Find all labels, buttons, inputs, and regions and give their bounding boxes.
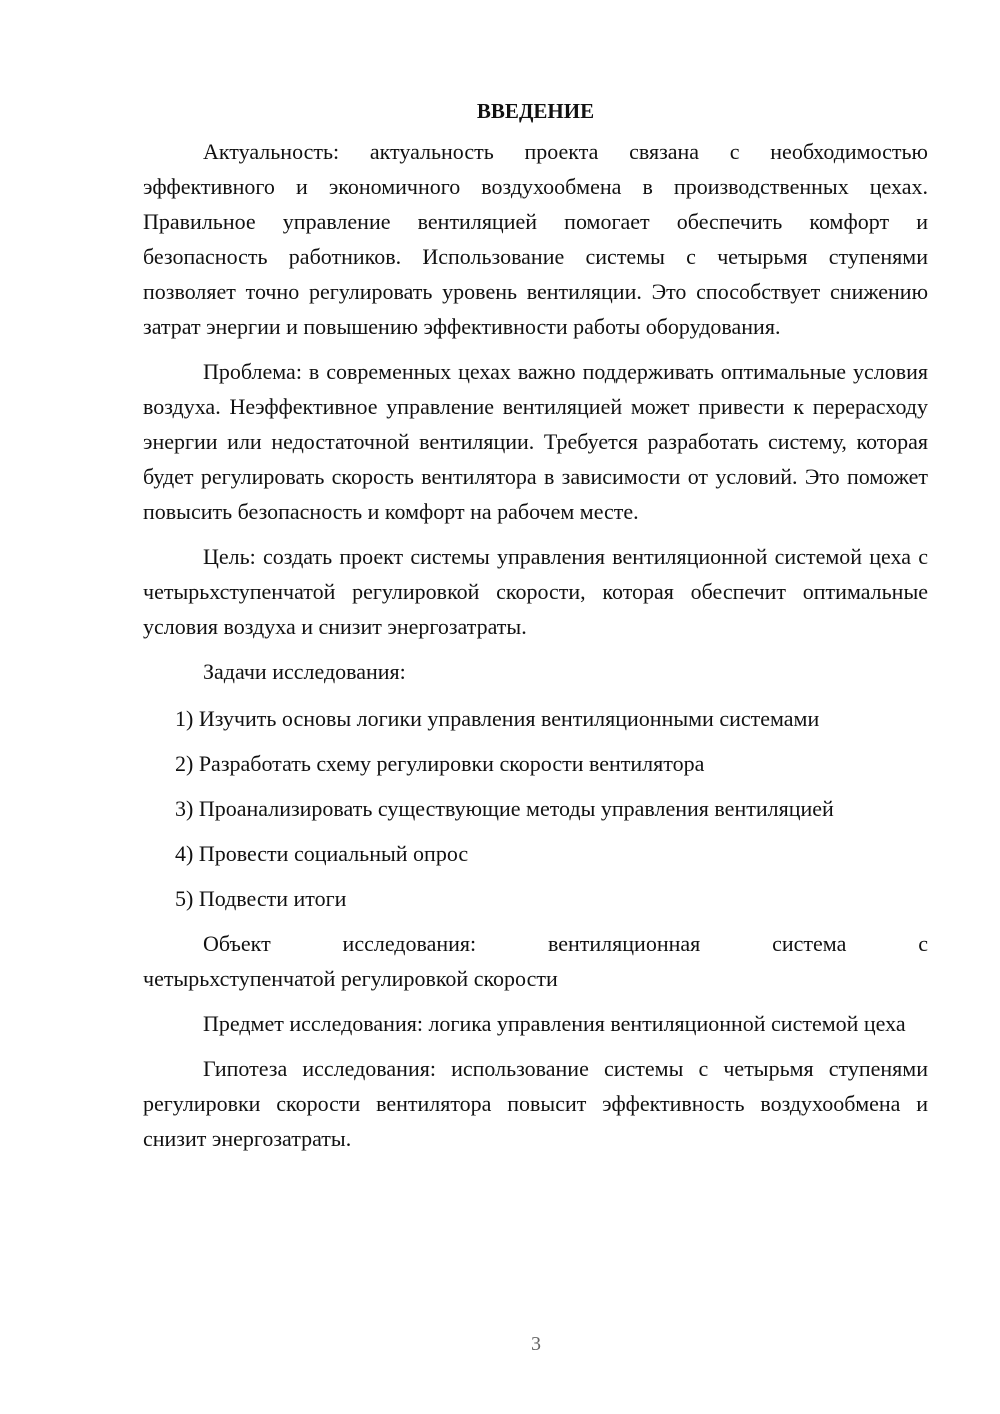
list-item: 5) Подвести итоги bbox=[175, 886, 347, 911]
goal-paragraph: Цель: создать проект системы управления вентиляционной системой цеха с четырьхступенчатой регулировкой скорости, которая обеспечит оптимальные условия воздуха и снизит энергозатраты. bbox=[143, 544, 928, 639]
list-item: 1) Изучить основы логики управления вентиляционными системами bbox=[175, 706, 820, 731]
object-word: исследования: bbox=[342, 931, 477, 956]
object-word: вентиляционная bbox=[548, 931, 701, 956]
object-word: система bbox=[772, 931, 847, 956]
object-paragraph bbox=[143, 926, 928, 996]
tasks-list bbox=[143, 701, 928, 916]
problem-paragraph: Проблема: в современных цехах важно поддерживать оптимальные условия воздуха. Неэффективное управление вентиляцией может привести к перерасходу энергии или недостаточной вентиляции. Требуется разработать систему, которая будет регулировать скорость вентилятора в зависимости от условий. Это поможет повысить безопасность и комфорт на рабочем месте. bbox=[143, 359, 928, 524]
object-continuation: четырьхступенчатой регулировкой скорости bbox=[143, 966, 558, 991]
list-item: 4) Провести социальный опрос bbox=[175, 841, 469, 866]
list-item: 3) Проанализировать существующие методы управления вентиляцией bbox=[175, 796, 834, 821]
relevance-paragraph: Актуальность: актуальность проекта связана с необходимостью эффективного и экономичного воздухообмена в производственных цехах. Правильное управление вентиляцией помогает обеспечить комфорт и безопасность работников. Использование системы с четырьмя ступенями позволяет точно регулировать уровень вентиляции. Это способствует снижению затрат энергии и повышению эффективности работы оборудования. bbox=[143, 139, 928, 339]
object-word: с bbox=[918, 931, 928, 956]
page-content bbox=[143, 96, 928, 1166]
list-item: 2) Разработать схему регулировки скорости вентилятора bbox=[175, 751, 705, 776]
object-word: Объект bbox=[203, 931, 271, 956]
hypothesis-paragraph: Гипотеза исследования: использование системы с четырьмя ступенями регулировки скорости вентилятора повысит эффективность воздухообмена и снизит энергозатраты. bbox=[143, 1056, 928, 1151]
object-first-line bbox=[143, 926, 928, 961]
page-title: ВВЕДЕНИЕ bbox=[476, 99, 595, 123]
subject-paragraph: Предмет исследования: логика управления вентиляционной системой цеха bbox=[203, 1011, 906, 1036]
tasks-heading: Задачи исследования: bbox=[203, 659, 406, 684]
page-number: 3 bbox=[531, 1333, 541, 1355]
